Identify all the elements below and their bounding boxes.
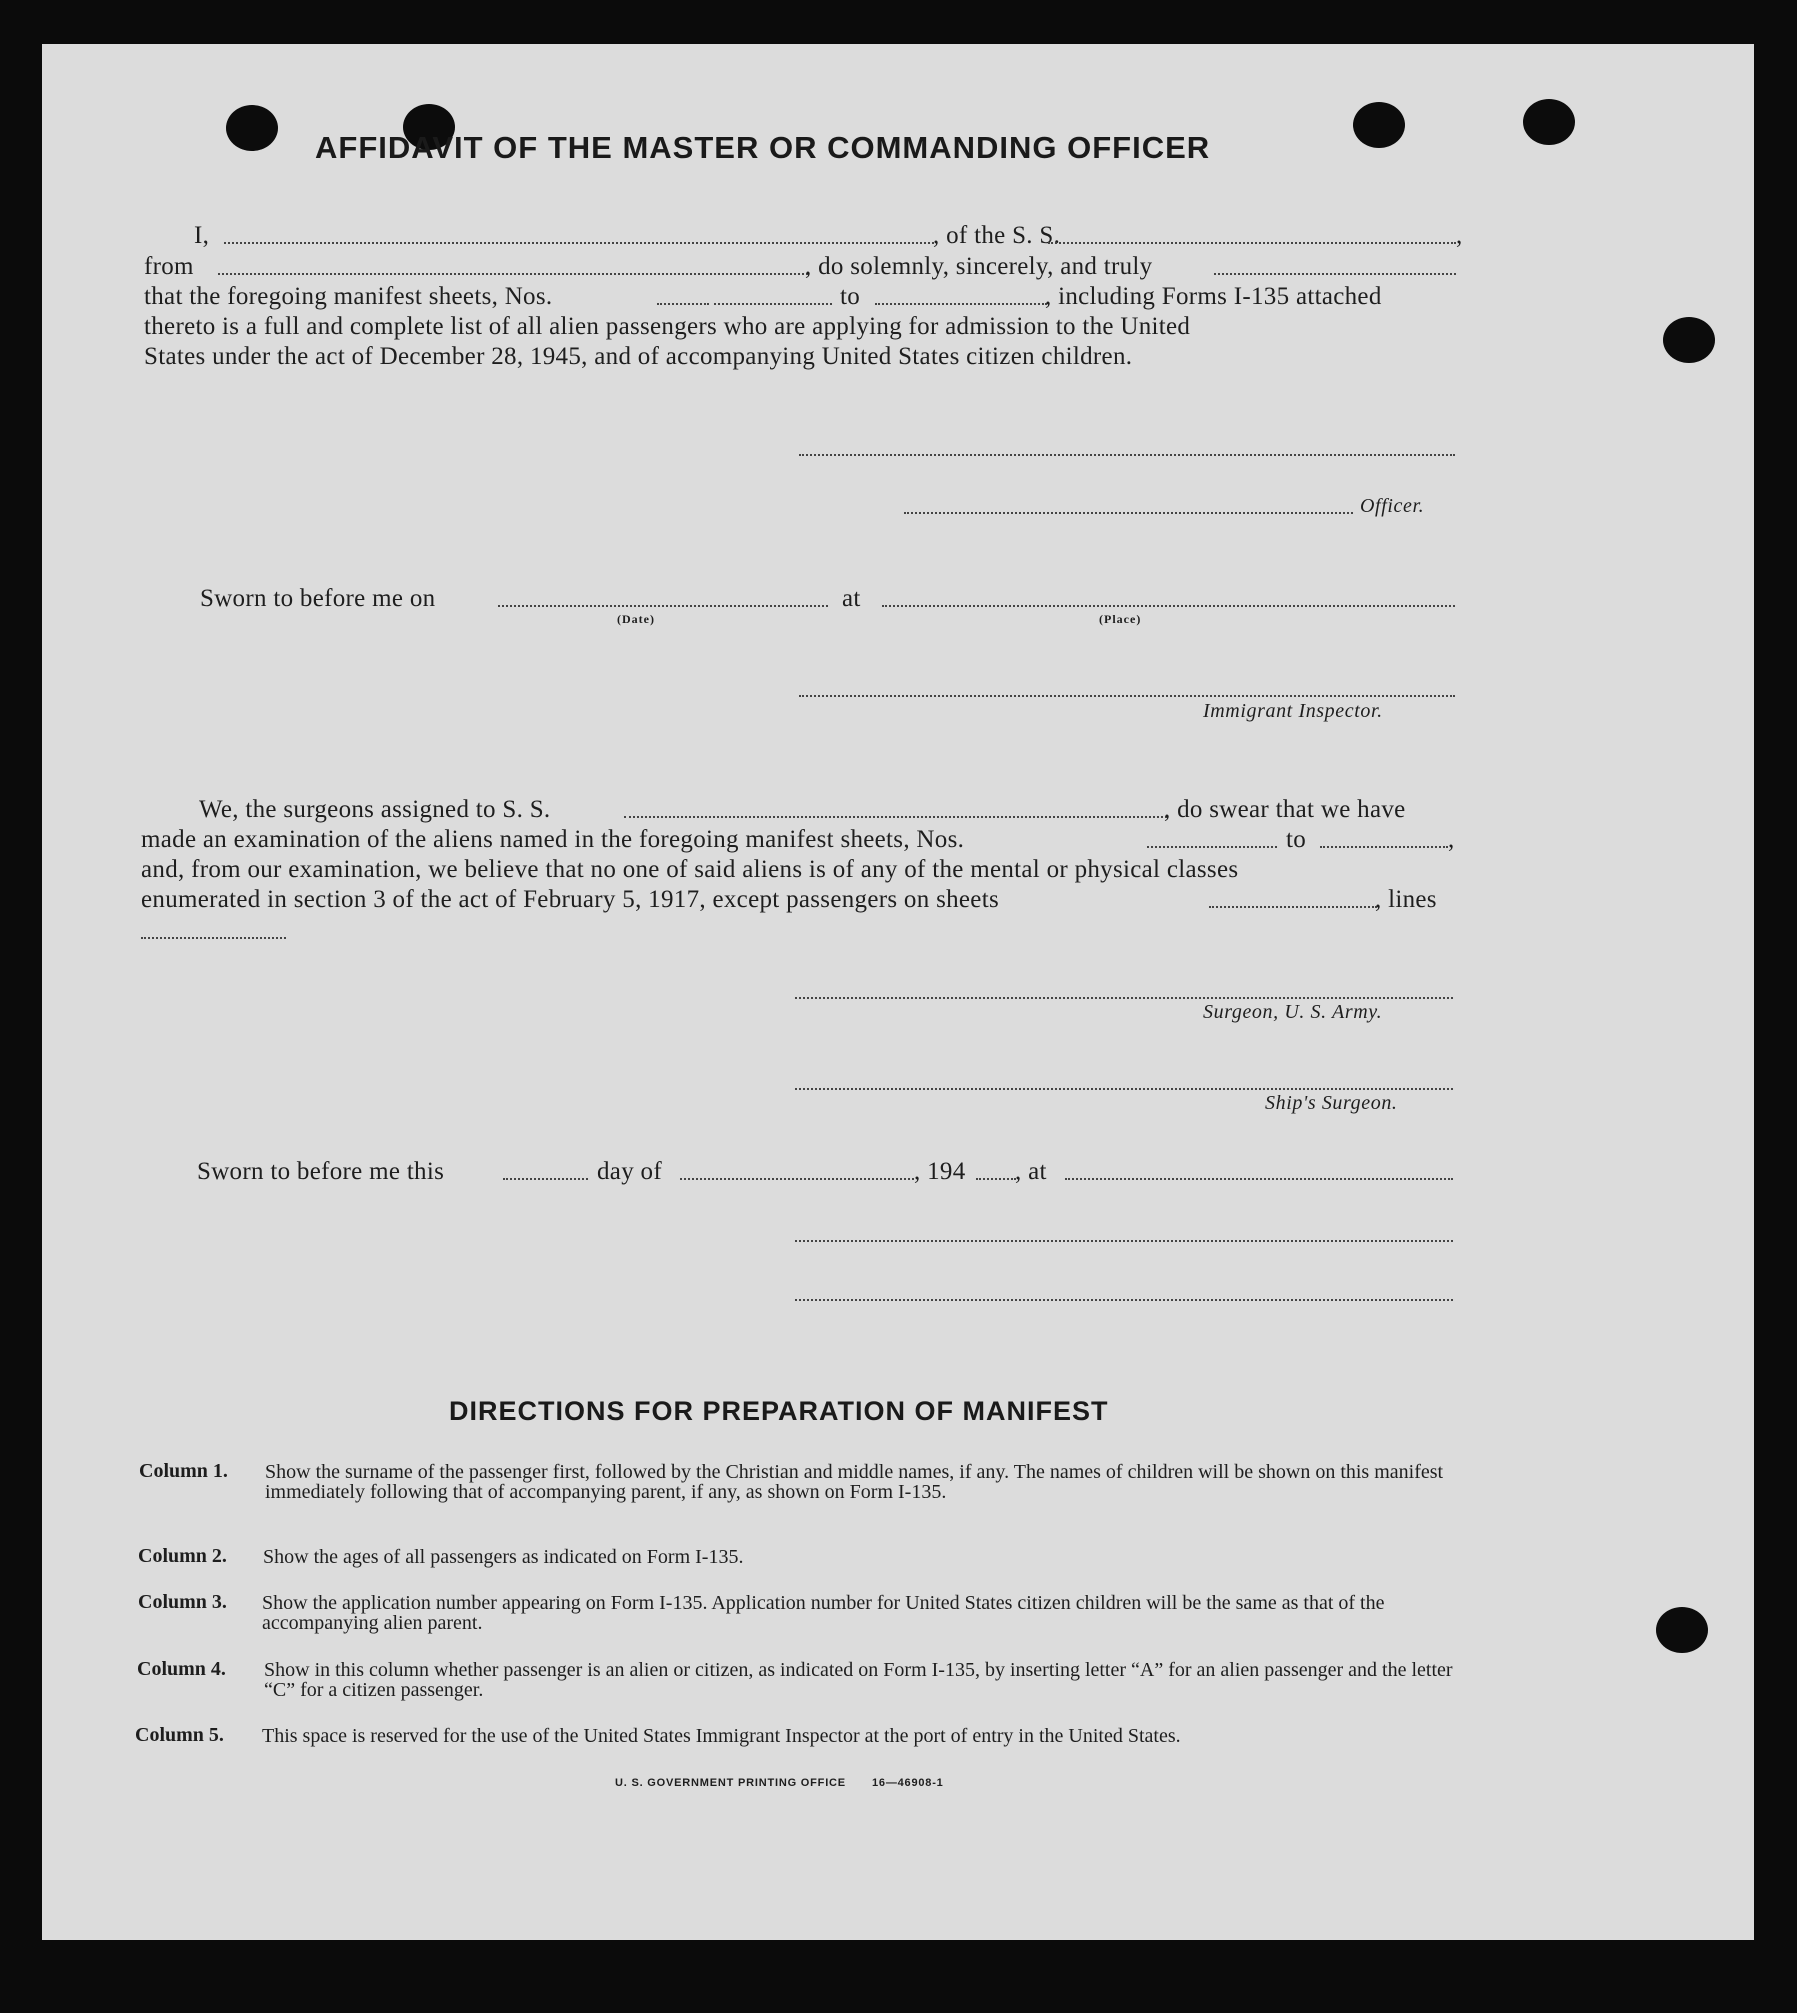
ship-name-field[interactable]	[1048, 242, 1456, 244]
punch-hole	[1353, 102, 1405, 148]
affidavit-comma: ,	[1456, 222, 1463, 249]
sworn2-day-of: day of	[597, 1158, 662, 1185]
surgeons-line-2-to: to	[1286, 826, 1307, 853]
column-3-label: Column 3.	[138, 1591, 227, 1613]
form-code: 16—46908-1	[872, 1777, 944, 1789]
inspector-signature-line[interactable]	[799, 695, 1455, 697]
sheet-nos-a-field[interactable]	[657, 303, 709, 305]
sheet-nos-b-field[interactable]	[714, 303, 832, 305]
surgeons-line-1b: , do swear that we have	[1164, 796, 1406, 823]
officer-title-line[interactable]	[904, 512, 1353, 514]
page-title: AFFIDAVIT OF THE MASTER OR COMMANDING OFFICER	[315, 130, 1211, 165]
surgeons-sheets-field[interactable]	[1147, 846, 1277, 848]
column-2-text: Show the ages of all passengers as indicated on Form I-135.	[263, 1546, 744, 1568]
printer-imprint: U. S. GOVERNMENT PRINTING OFFICE	[615, 1777, 846, 1789]
ship-surgeon-signature-line[interactable]	[795, 1088, 1453, 1090]
except-lines-field[interactable]	[141, 937, 286, 939]
form-page	[42, 44, 1754, 1940]
except-sheets-field[interactable]	[1209, 906, 1377, 908]
ship-surgeon-caption: Ship's Surgeon.	[1265, 1092, 1398, 1114]
column-4-label: Column 4.	[137, 1658, 226, 1680]
sworn2-year-field[interactable]	[976, 1178, 1016, 1180]
affidavit-including: , including Forms I-135 attached	[1045, 283, 1382, 310]
army-surgeon-signature-line[interactable]	[795, 997, 1453, 999]
surgeons-line-4b: , lines	[1375, 886, 1437, 913]
affidavit-solemnly: , do solemnly, sincerely, and truly	[805, 253, 1153, 280]
surgeons-ship-field[interactable]	[624, 816, 1167, 818]
sheet-to-field[interactable]	[875, 303, 1047, 305]
punch-hole	[1523, 99, 1575, 145]
affidavit-manifest-sheets: that the foregoing manifest sheets, Nos.	[144, 283, 553, 310]
place-caption: (Place)	[1099, 612, 1142, 626]
sworn2-month-field[interactable]	[680, 1178, 914, 1180]
sworn2-year: , 194	[914, 1158, 966, 1185]
sworn2-at: , at	[1015, 1158, 1047, 1185]
affidavit-line-5: States under the act of December 28, 1945, and of accompanying United States citizen children.	[144, 343, 1133, 370]
column-1-label: Column 1.	[139, 1460, 228, 1482]
date-caption: (Date)	[617, 612, 655, 626]
punch-hole	[1656, 1607, 1708, 1653]
column-3-text: Show the application number appearing on Form I-135. Application number for United States citizen children will be the same as that of the accompanying alien parent.	[262, 1592, 1385, 1634]
column-1-text: Show the surname of the passenger first, followed by the Christian and middle names, if any. The names of children will be shown on this manifest immediately following that of accompanying parent, if any, as shown on Form I-135.	[265, 1461, 1444, 1503]
affidavit-i: I,	[194, 222, 210, 249]
punch-hole	[226, 105, 278, 151]
sworn-date-field[interactable]	[498, 605, 828, 607]
officer-signature-line[interactable]	[799, 454, 1455, 456]
affidavit-line-4: thereto is a full and complete list of all alien passengers who are applying for admission to the United	[144, 313, 1191, 340]
sworn2-place-field[interactable]	[1065, 1178, 1453, 1180]
column-5-text: This space is reserved for the use of the United States Immigrant Inspector at the port of entry in the United States.	[262, 1725, 1181, 1747]
surgeons-line-3: and, from our examination, we believe that no one of said aliens is of any of the mental or physical classes	[141, 856, 1239, 883]
surgeons-line-2a: made an examination of the aliens named in the foregoing manifest sheets, Nos.	[141, 826, 965, 853]
sworn2-label: Sworn to before me this	[197, 1158, 445, 1185]
punch-hole	[1663, 317, 1715, 363]
affidavit-from: from	[144, 253, 194, 280]
column-2-label: Column 2.	[138, 1545, 227, 1567]
sworn2-day-field[interactable]	[503, 1178, 588, 1180]
column-5-label: Column 5.	[135, 1724, 224, 1746]
sworn-place-field[interactable]	[882, 605, 1455, 607]
affidavit-to: to	[840, 283, 861, 310]
sworn-at-label: at	[842, 585, 861, 612]
master-name-field[interactable]	[224, 242, 934, 244]
army-surgeon-caption: Surgeon, U. S. Army.	[1203, 1001, 1383, 1023]
sworn2-signature-line-1[interactable]	[795, 1240, 1453, 1242]
surgeons-line-1a: We, the surgeons assigned to S. S.	[199, 796, 551, 823]
surgeons-sheets-to-field[interactable]	[1320, 846, 1448, 848]
column-4-text: Show in this column whether passenger is an alien or citizen, as indicated on Form I-135, by inserting letter “A” for an alien passenger and the letter “C” for a citizen passenger.	[264, 1659, 1453, 1701]
surgeons-line-4a: enumerated in section 3 of the act of February 5, 1917, except passengers on sheets	[141, 886, 999, 913]
from-port-field[interactable]	[218, 273, 808, 275]
inspector-caption: Immigrant Inspector.	[1203, 700, 1383, 722]
surgeons-line-2-comma: ,	[1448, 826, 1455, 853]
sworn2-signature-line-2[interactable]	[795, 1299, 1453, 1301]
officer-caption: Officer.	[1360, 495, 1425, 517]
directions-title: DIRECTIONS FOR PREPARATION OF MANIFEST	[449, 1396, 1109, 1426]
sworn-on-label: Sworn to before me on	[200, 585, 436, 612]
oath-field[interactable]	[1214, 273, 1456, 275]
affidavit-of-ss: , of the S. S.	[933, 222, 1061, 249]
